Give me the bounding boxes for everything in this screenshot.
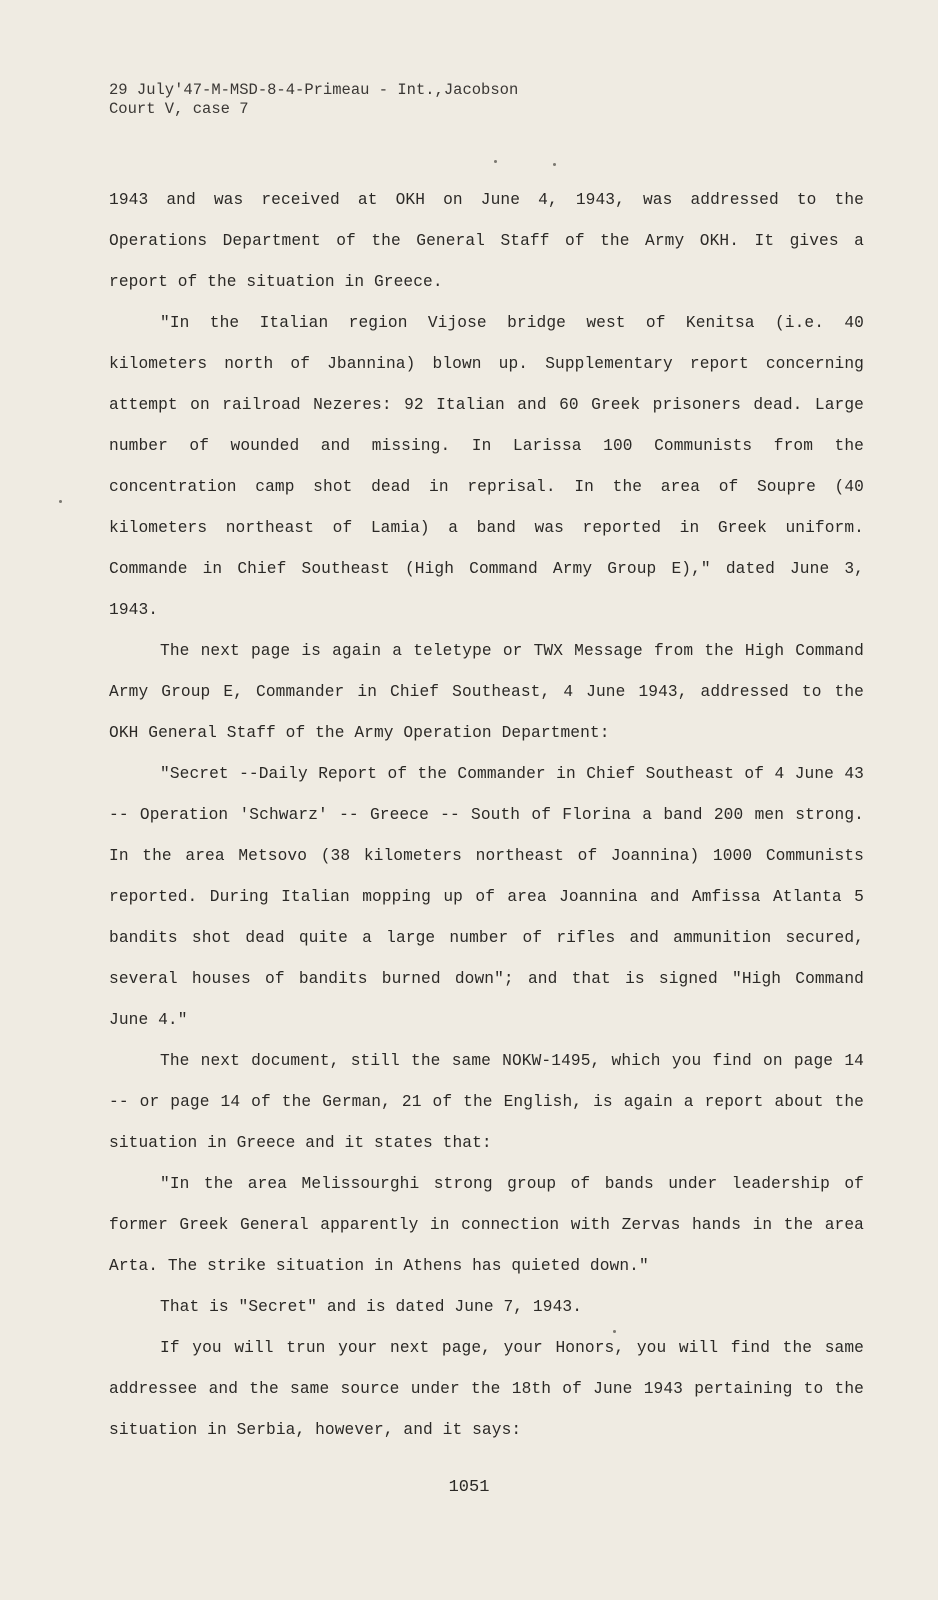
page-number: 1051 xyxy=(448,1478,490,1497)
paragraph-2: "In the Italian region Vijose bridge west of Kenitsa (i.e. 40 kilometers north of Jbannina) blown up. Supplementary report concerning attempt on railroad Nezeres: 92 Italian and 60 Greek prisoners dead. Large number of wounded and missing. In Larissa 100 Communists from the concentration camp shot dead in reprisal. In the area of Soupre (40 kilometers northeast of Lamia) a band was reported in Greek uniform. Commande in Chief Southeast (High Command Army Group E)," dated June 3, 1943. xyxy=(109,314,864,619)
header-reference-line: 29 July'47-M-MSD-8-4-Primeau - Int.,Jacobson xyxy=(109,81,519,99)
paper-speck xyxy=(613,1330,616,1333)
paragraph-3: The next page is again a teletype or TWX Message from the High Command Army Group E, Commander in Chief Southeast, 4 June 1943, addressed to the OKH General Staff of the Army Operation Department: xyxy=(109,642,864,742)
paragraph-7: That is "Secret" and is dated June 7, 1943. xyxy=(160,1298,583,1316)
document-header xyxy=(109,81,518,119)
paragraph-4: "Secret --Daily Report of the Commander in Chief Southeast of 4 June 43 -- Operation 'Schwarz' -- Greece -- South of Florina a band 200 men strong. In the area Metsovo (38 kilometers northeast of Joannina) 1000 Communists reported. During Italian mopping up of area Joannina and Amfissa Atlanta 5 bandits shot dead quite a large number of rifles and ammunition secured, several houses of bandits burned down"; and that is signed "High Command June 4." xyxy=(109,765,864,1029)
paper-speck xyxy=(494,160,497,163)
paragraph-1: 1943 and was received at OKH on June 4, 1943, was addressed to the Operations Department of the General Staff of the Army OKH. It gives a report of the situation in Greece. xyxy=(109,191,864,291)
header-court-line: Court V, case 7 xyxy=(109,100,249,118)
paragraph-8: If you will trun your next page, your Honors, you will find the same addressee and the same source under the 18th of June 1943 pertaining to the situation in Serbia, however, and it says: xyxy=(109,1339,864,1439)
paper-speck xyxy=(59,500,62,503)
paper-speck xyxy=(553,163,556,166)
transcript-body xyxy=(109,180,864,1451)
paragraph-6: "In the area Melissourghi strong group of bands under leadership of former Greek General apparently in connection with Zervas hands in the area Arta. The strike situation in Athens has quieted down." xyxy=(109,1175,864,1275)
paragraph-5: The next document, still the same NOKW-1495, which you find on page 14 -- or page 14 of the German, 21 of the English, is again a report about the situation in Greece and it states that: xyxy=(109,1052,864,1152)
